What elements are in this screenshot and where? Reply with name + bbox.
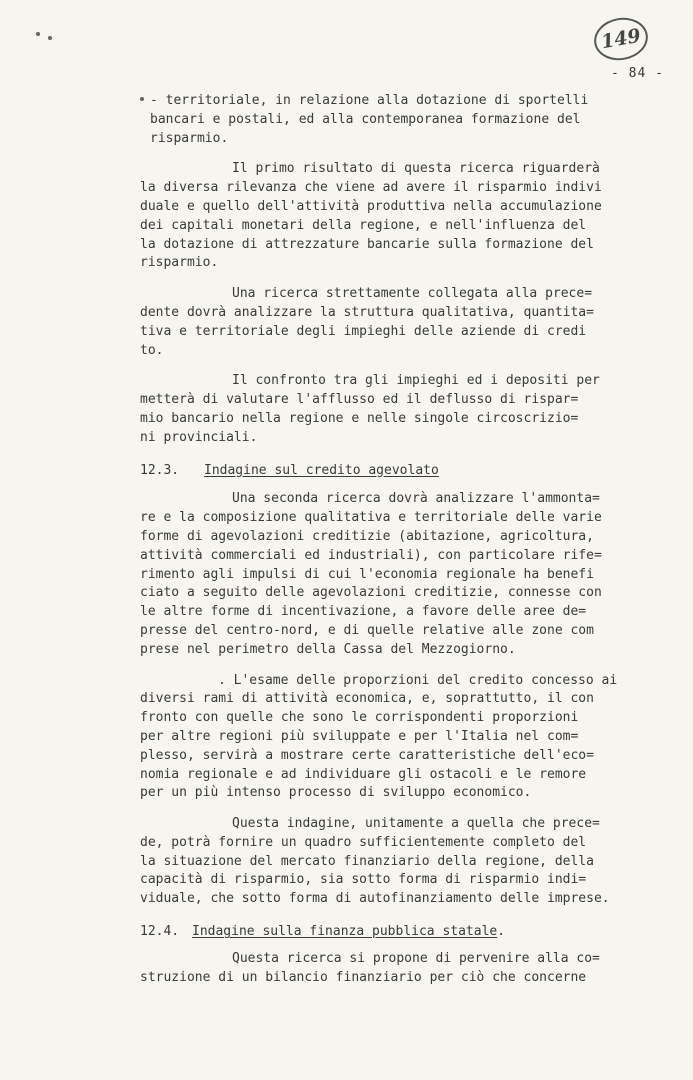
section-heading-12-3 (140, 462, 645, 481)
section-title: Indagine sulla finanza pubblica statale (192, 924, 498, 940)
paragraph-2: Il primo risultato di questa ricerca riguarderà la diversa rilevanza che viene ad avere il risparmio indivi duale e quello dell'attività produttiva nella accumulazione dei capitali monetari della regione, e nell'influenza del la dotazione di attrezzature bancarie sulla formazione del risparmio. (140, 161, 602, 271)
page-number: - 84 - (611, 66, 664, 81)
paragraph-4: Il confronto tra gli impieghi ed i depositi per metterà di valutare l'afflusso ed il deflusso di rispar= mio bancario nella regione e nelle singole circoscrizio= ni provinciali. (140, 373, 600, 445)
section-title-period: . (497, 924, 506, 940)
section-number: 12.4. (140, 924, 180, 940)
section-number: 12.3. (140, 462, 180, 478)
section-title: Indagine sul credito agevolato (204, 462, 439, 478)
paragraph-5: Una seconda ricerca dovrà analizzare l'ammonta= re e la composizione qualitativa e territoriale delle varie forme di agevolazioni creditizie (abitazione, agricoltura, attività commerciali ed industriali), con particolare rife= rimento agli impulsi di cui l'economia regionale ha benefi ciato a seguito delle agevolazioni creditizie, connesse con le altre forme di incentivazione, a favore delle aree de= presse del centro-nord, e di quelle relative alle zone com prese nel perimetro della Cassa del Mezzogiorno. (140, 491, 602, 657)
paragraph-3: Una ricerca strettamente collegata alla prece= dente dovrà analizzare la struttura qualitativa, quantita= tiva e territoriale degli impieghi delle aziende di credi to. (140, 286, 594, 358)
section-heading-12-4 (140, 923, 645, 942)
body-text (140, 92, 645, 987)
paragraph-8: Questa ricerca si propone di pervenire alla co= struzione di un bilancio finanziario per ciò che concerne (140, 950, 600, 985)
paragraph-7: Questa indagine, unitamente a quella che prece= de, potrà fornire un quadro sufficientemente completo del la situazione del mercato finanziario della regione, della capacità di risparmio, sia sotto forma di risparmio indi= viduale, che sotto forma di autofinanziamento delle imprese. (140, 816, 610, 907)
paragraph-6: . L'esame delle proporzioni del credito concesso ai diversi rami di attività economica, e, soprattutto, il con fronto con quelle che sono le corrispondenti proporzioni per altre regioni più sviluppate e per l'Italia nel com= plesso, servirà a mostrare certe caratteristiche dell'eco= nomia regionale e ad individuare gli ostacoli e le remore per un più intenso processo di sviluppo economico. (140, 672, 618, 801)
page-stamp: 149 (591, 14, 651, 65)
paragraph-1: - territoriale, in relazione alla dotazione di sportelli bancari e postali, ed alla contemporanea formazione del risparmio. (150, 93, 589, 146)
margin-mark (36, 32, 40, 36)
margin-mark (48, 36, 52, 40)
